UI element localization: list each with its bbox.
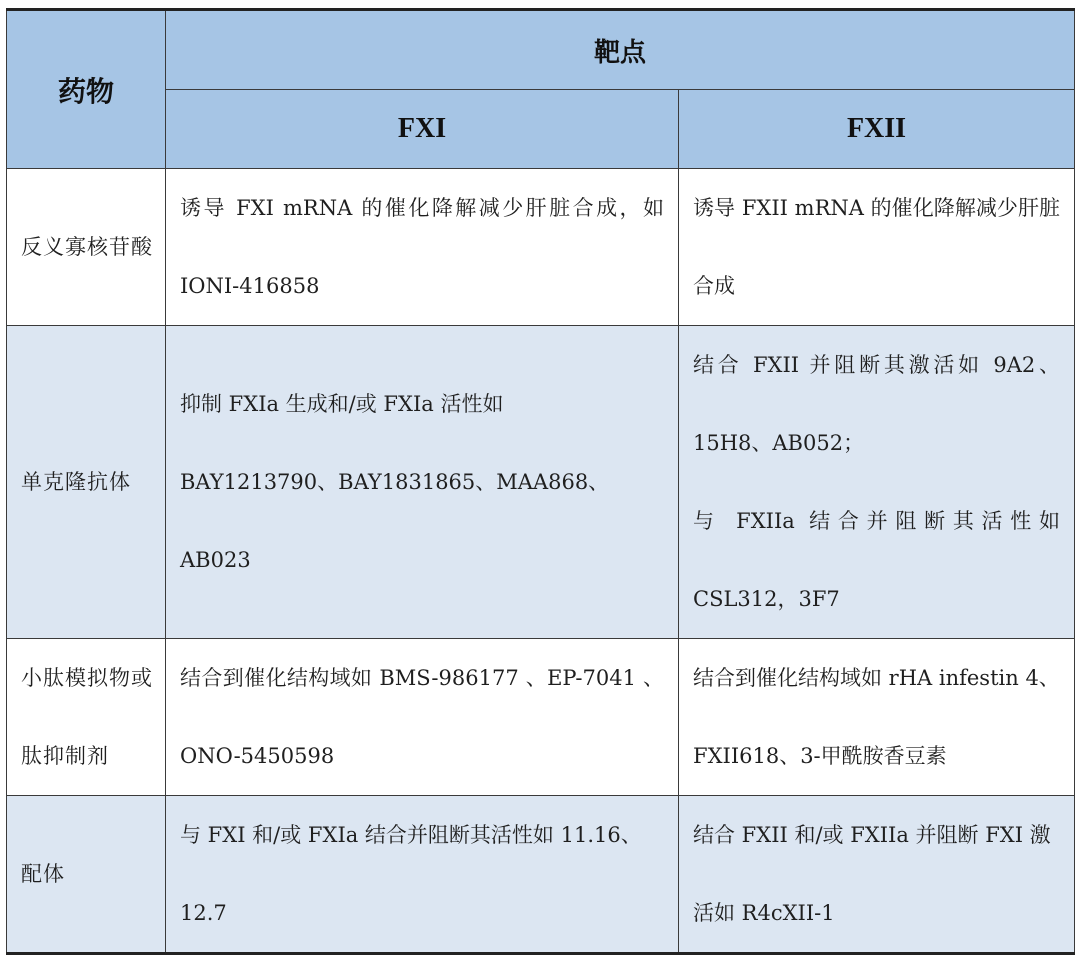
- header-row-1: [7, 10, 1075, 90]
- cell-fxii: 结合 FXII 和/或 FXIIa 并阻断 FXI 激活如 R4cXII-1: [679, 796, 1075, 954]
- cell-drug: 反义寡核苷酸: [7, 169, 166, 326]
- drug-target-table: [6, 8, 1075, 955]
- cell-fxii-line-b: 与 FXIIa 结合并阻断其活性如 CSL312，3F7: [693, 509, 1061, 611]
- cell-drug: 配体: [7, 796, 166, 954]
- cell-fxi: 结合到催化结构域如 BMS-986177 、EP-7041 、ONO-5450598: [166, 639, 679, 796]
- table-row: [7, 326, 1075, 639]
- cell-fxi: 诱导 FXI mRNA 的催化降解减少肝脏合成，如 IONI-416858: [166, 169, 679, 326]
- table-row: [7, 169, 1075, 326]
- table-row: [7, 796, 1075, 954]
- cell-fxii-line-a: 结合 FXII 并阻断其激活如 9A2、15H8、AB052；: [693, 353, 1061, 455]
- table-container: [6, 8, 1074, 955]
- cell-drug: 单克隆抗体: [7, 326, 166, 639]
- cell-fxi: 与 FXI 和/或 FXIa 结合并阻断其活性如 11.16、12.7: [166, 796, 679, 954]
- cell-fxii: 结合到催化结构域如 rHA infestin 4、FXII618、3-甲酰胺香豆素: [679, 639, 1075, 796]
- header-target: 靶点: [166, 10, 1075, 90]
- header-fxii: FXII: [679, 90, 1075, 169]
- header-fxi: FXI: [166, 90, 679, 169]
- cell-drug: 小肽模拟物或肽抑制剂: [7, 639, 166, 796]
- cell-fxi: 抑制 FXIa 生成和/或 FXIa 活性如 BAY1213790、BAY1831865、MAA868、AB023: [166, 326, 679, 639]
- cell-fxii: 诱导 FXII mRNA 的催化降解减少肝脏合成: [679, 169, 1075, 326]
- header-row-2: [7, 90, 1075, 169]
- header-drug: 药物: [7, 10, 166, 169]
- table-row: [7, 639, 1075, 796]
- cell-fxii: [679, 326, 1075, 639]
